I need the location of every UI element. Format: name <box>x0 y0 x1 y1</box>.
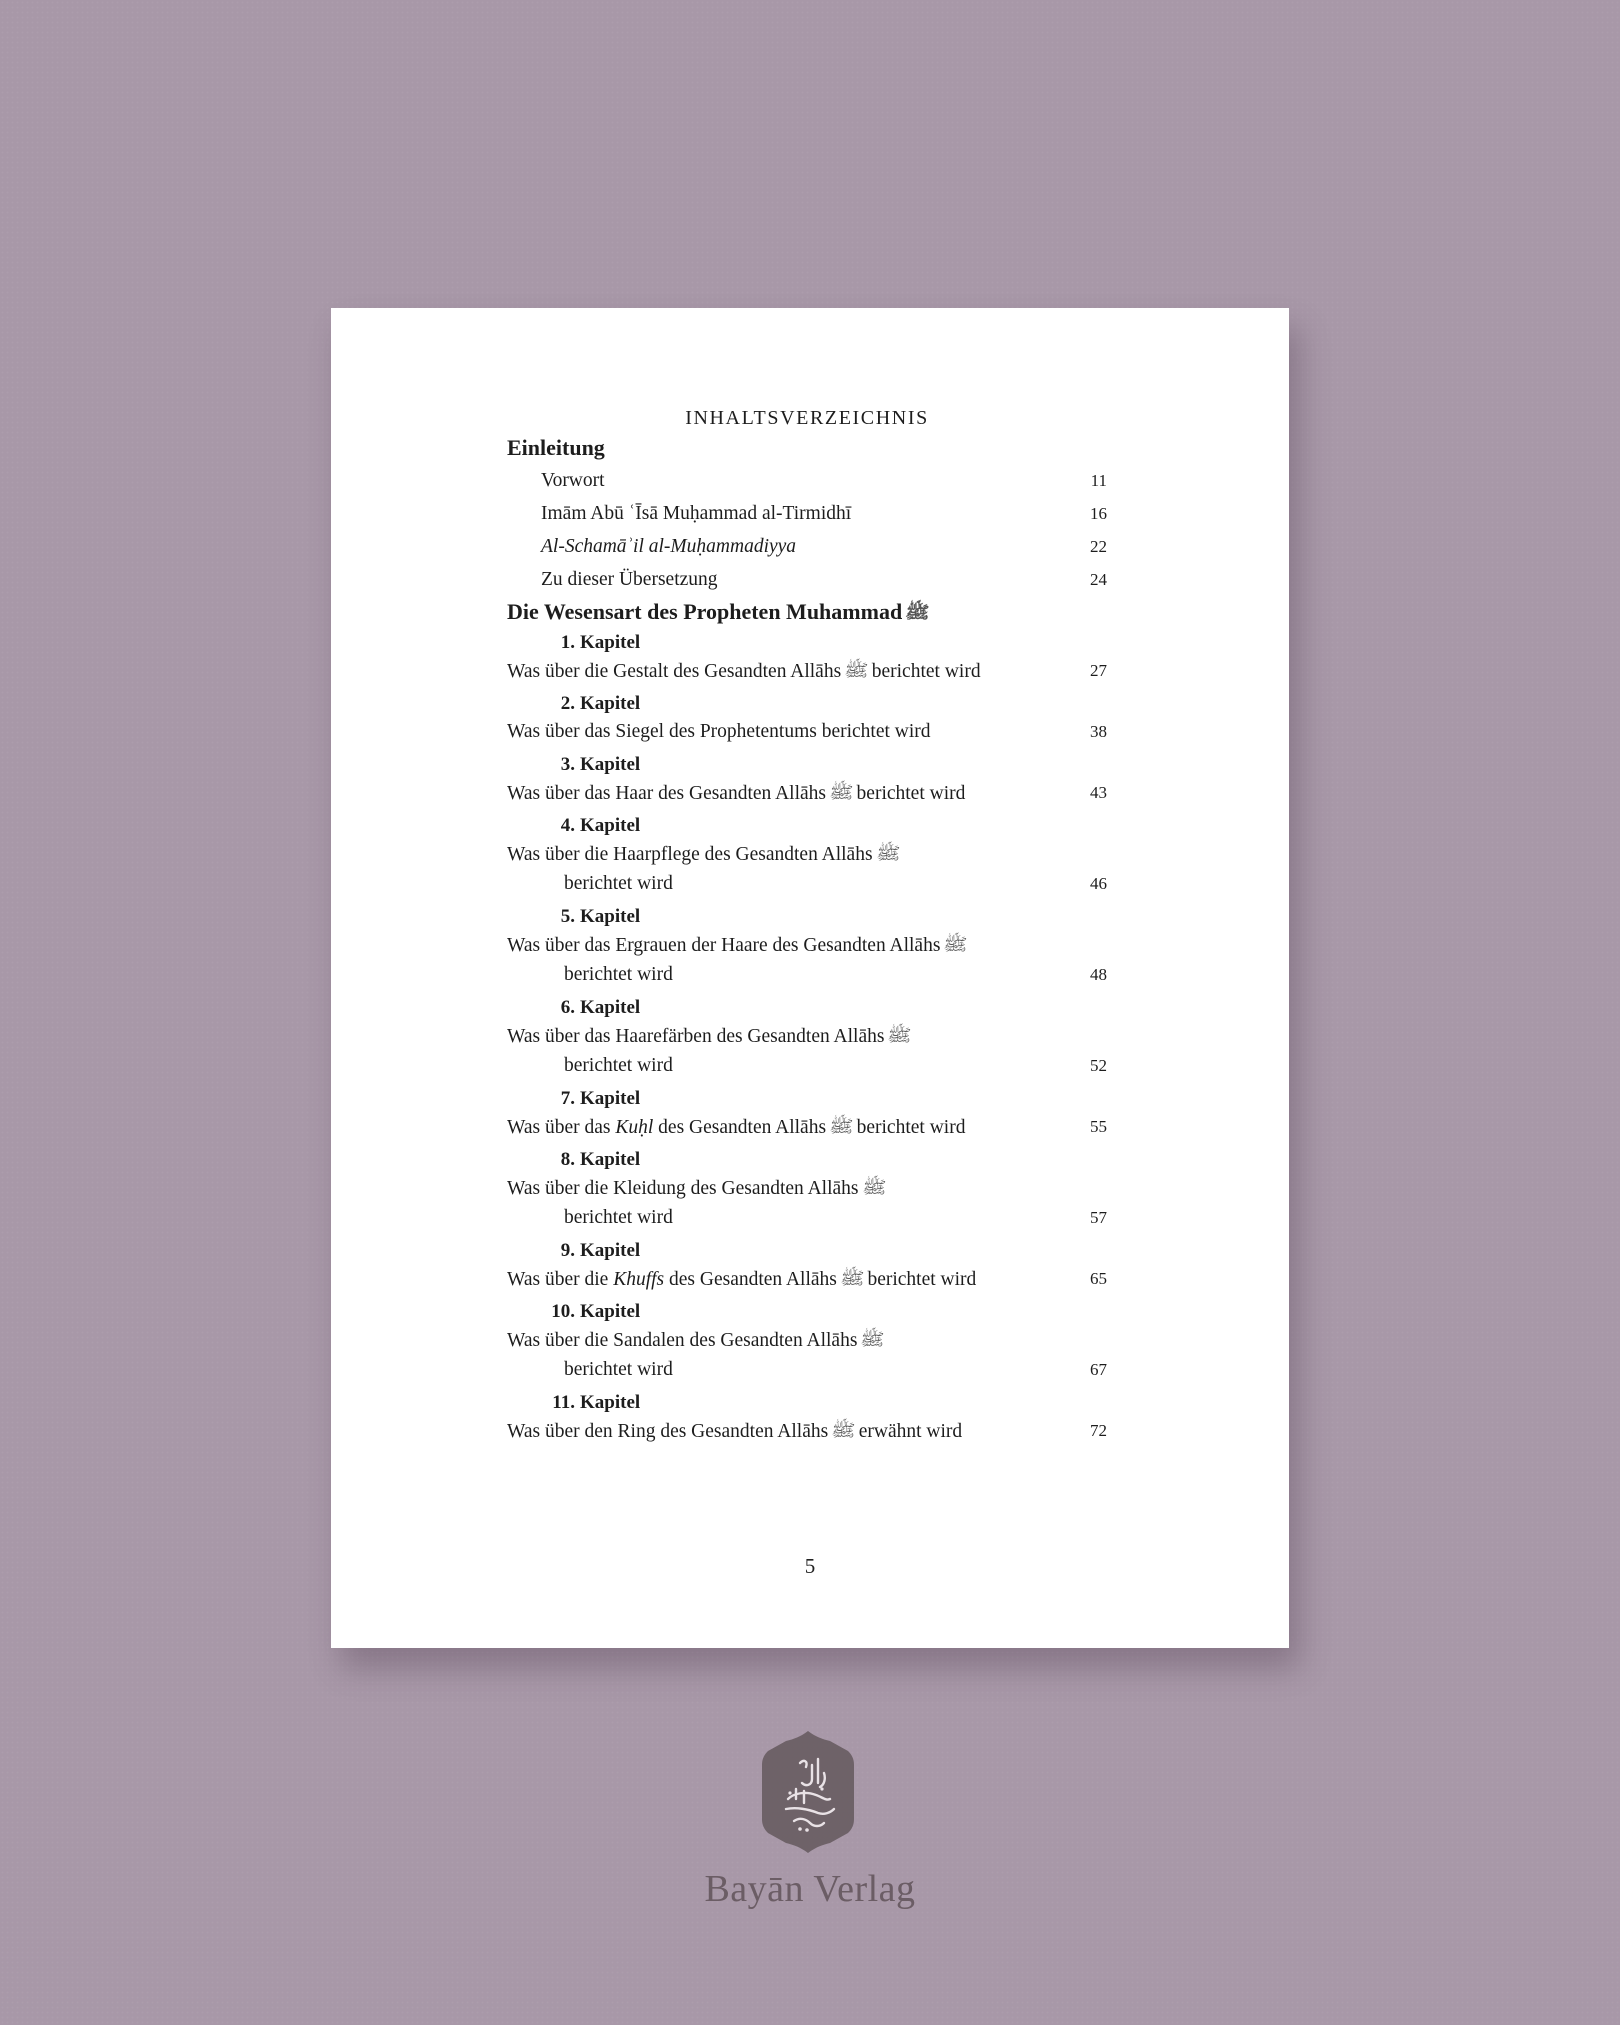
chapter-title-line <box>507 778 1107 808</box>
salla-icon: ﷺ <box>828 783 854 802</box>
chapter-entry <box>507 750 1107 808</box>
salla-icon: ﷺ <box>829 1117 854 1136</box>
book-page <box>331 308 1289 1648</box>
chapter-title: Was über die Gestalt des Gesandten Allāhs ﷺ berichtet wird <box>507 656 1083 686</box>
page-number: 55 <box>1090 1117 1107 1136</box>
entry-label: Vorwort <box>541 470 605 491</box>
page-number: 72 <box>1090 1421 1107 1440</box>
chapter-title-cont: berichtet wird <box>564 873 673 894</box>
chapter-title-cont: berichtet wird <box>564 1207 673 1228</box>
salla-icon: ﷺ <box>839 1269 865 1288</box>
page-number: 65 <box>1090 1269 1107 1288</box>
chapter-number: 11. Kapitel <box>552 1392 641 1413</box>
page-folio: 5 <box>804 1554 816 1578</box>
chapter-title-line <box>507 656 1107 686</box>
bayan-emblem-icon <box>760 1729 856 1855</box>
chapter-title: Was über die Kleidung des Gesandten Allāhs ﷺ <box>507 1173 1107 1203</box>
chapter-title-line <box>507 839 1107 869</box>
chapter-number: 5. Kapitel <box>560 906 641 927</box>
chapter-number: 1. Kapitel <box>560 632 641 653</box>
publisher-logo-icon <box>760 1729 856 1855</box>
chapter-title-line <box>507 1416 1107 1446</box>
page-number: 11 <box>1090 471 1107 490</box>
chapter-title-line <box>507 1173 1107 1203</box>
toc-entry <box>507 464 1107 497</box>
chapter-title-continuation <box>507 1355 1107 1385</box>
chapter-entry <box>507 1297 1107 1385</box>
chapter-title-cont: berichtet wird <box>564 1359 673 1380</box>
chapter-entry <box>507 1388 1107 1446</box>
page-number: 24 <box>1090 570 1107 589</box>
chapter-title: Was über die Sandalen des Gesandten Allāhs ﷺ <box>507 1325 1107 1355</box>
chapter-title-line <box>507 1264 1107 1294</box>
chapter-title-line <box>507 1325 1107 1355</box>
chapter-title: Was über die Khuffs des Gesandten Allāhs ﷺ berichtet wird <box>507 1264 1083 1294</box>
section-heading-einleitung: Einleitung <box>507 435 605 460</box>
chapter-entry <box>507 628 1107 686</box>
chapter-title-line <box>507 930 1107 960</box>
chapter-title-continuation <box>507 1051 1107 1081</box>
chapter-title: Was über die Haarpflege des Gesandten Allāhs ﷺ <box>507 839 1107 869</box>
chapter-title: Was über das Haar des Gesandten Allāhs ﷺ berichtet wird <box>507 778 1083 808</box>
chapter-number: 4. Kapitel <box>560 815 641 836</box>
salla-icon: ﷺ <box>861 1178 887 1197</box>
salla-icon: ﷺ <box>943 935 969 954</box>
chapter-title-line <box>507 717 1107 747</box>
chapter-entry <box>507 1236 1107 1294</box>
chapter-title: Was über das Siegel des Prophetentums berichtet wird <box>507 721 931 742</box>
chapter-number: 6. Kapitel <box>560 997 641 1018</box>
toc-entry <box>507 563 1107 596</box>
toc-entry <box>507 497 1107 530</box>
page-number: 46 <box>1090 874 1107 893</box>
chapter-number: 7. Kapitel <box>560 1088 641 1109</box>
page-number: 38 <box>1090 722 1107 741</box>
table-of-contents <box>507 404 1107 1449</box>
page-number: 16 <box>1090 504 1107 523</box>
salla-icon: ﷺ <box>844 661 869 680</box>
chapter-number: 2. Kapitel <box>560 693 641 714</box>
page-number: 27 <box>1090 661 1107 680</box>
chapter-title-continuation <box>507 960 1107 990</box>
chapter-number: 3. Kapitel <box>560 754 641 775</box>
chapter-number: 10. Kapitel <box>551 1301 641 1322</box>
entry-label: Imām Abū ʿĪsā Muḥammad al-Tirmidhī <box>541 503 852 524</box>
toc-title: INHALTSVERZEICHNIS <box>685 407 929 429</box>
page-number: 57 <box>1090 1208 1107 1227</box>
chapter-title-line <box>507 1112 1107 1142</box>
chapter-title: Was über das Ergrauen der Haare des Gesandten Allāhs ﷺ <box>507 930 1107 960</box>
chapter-number: 9. Kapitel <box>560 1240 641 1261</box>
salla-icon: ﷺ <box>831 1421 856 1440</box>
salla-icon: ﷺ <box>860 1330 886 1349</box>
entry-label: Al-Schamāʾil al-Muḥammadiyya <box>541 536 797 557</box>
chapter-title: Was über das Kuḥl des Gesandten Allāhs ﷺ berichtet wird <box>507 1112 1083 1142</box>
page-number: 43 <box>1090 783 1107 802</box>
page-number: 22 <box>1090 537 1107 556</box>
chapter-entry <box>507 902 1107 990</box>
chapter-entry <box>507 689 1107 747</box>
chapter-title-continuation <box>507 869 1107 899</box>
publisher-name: Bayān Verlag <box>704 1868 916 1910</box>
chapter-number: 8. Kapitel <box>560 1149 641 1170</box>
page-number: 52 <box>1090 1056 1107 1075</box>
section-heading-label: Die Wesensart des Propheten Muhammad <box>507 599 903 624</box>
chapter-title: Was über den Ring des Gesandten Allāhs ﷺ erwähnt wird <box>507 1416 1083 1446</box>
chapter-entry <box>507 1145 1107 1233</box>
page-number: 48 <box>1090 965 1107 984</box>
chapter-title: Was über das Haarefärben des Gesandten Allāhs ﷺ <box>507 1021 1107 1051</box>
salla-icon: ﷺ <box>875 844 901 863</box>
toc-entry <box>507 530 1107 563</box>
salla-icon: ﷺ <box>887 1026 913 1045</box>
salla-icon: ﷺ <box>905 603 930 622</box>
chapter-title-cont: berichtet wird <box>564 1055 673 1076</box>
chapter-entry <box>507 1084 1107 1142</box>
chapter-title-line <box>507 1021 1107 1051</box>
chapter-title-continuation <box>507 1203 1107 1233</box>
section-heading-wesensart <box>507 596 1107 628</box>
chapter-entry <box>507 811 1107 899</box>
page-number: 67 <box>1090 1360 1107 1379</box>
chapter-title-cont: berichtet wird <box>564 964 673 985</box>
entry-label: Zu dieser Übersetzung <box>541 569 718 590</box>
chapter-entry <box>507 993 1107 1081</box>
